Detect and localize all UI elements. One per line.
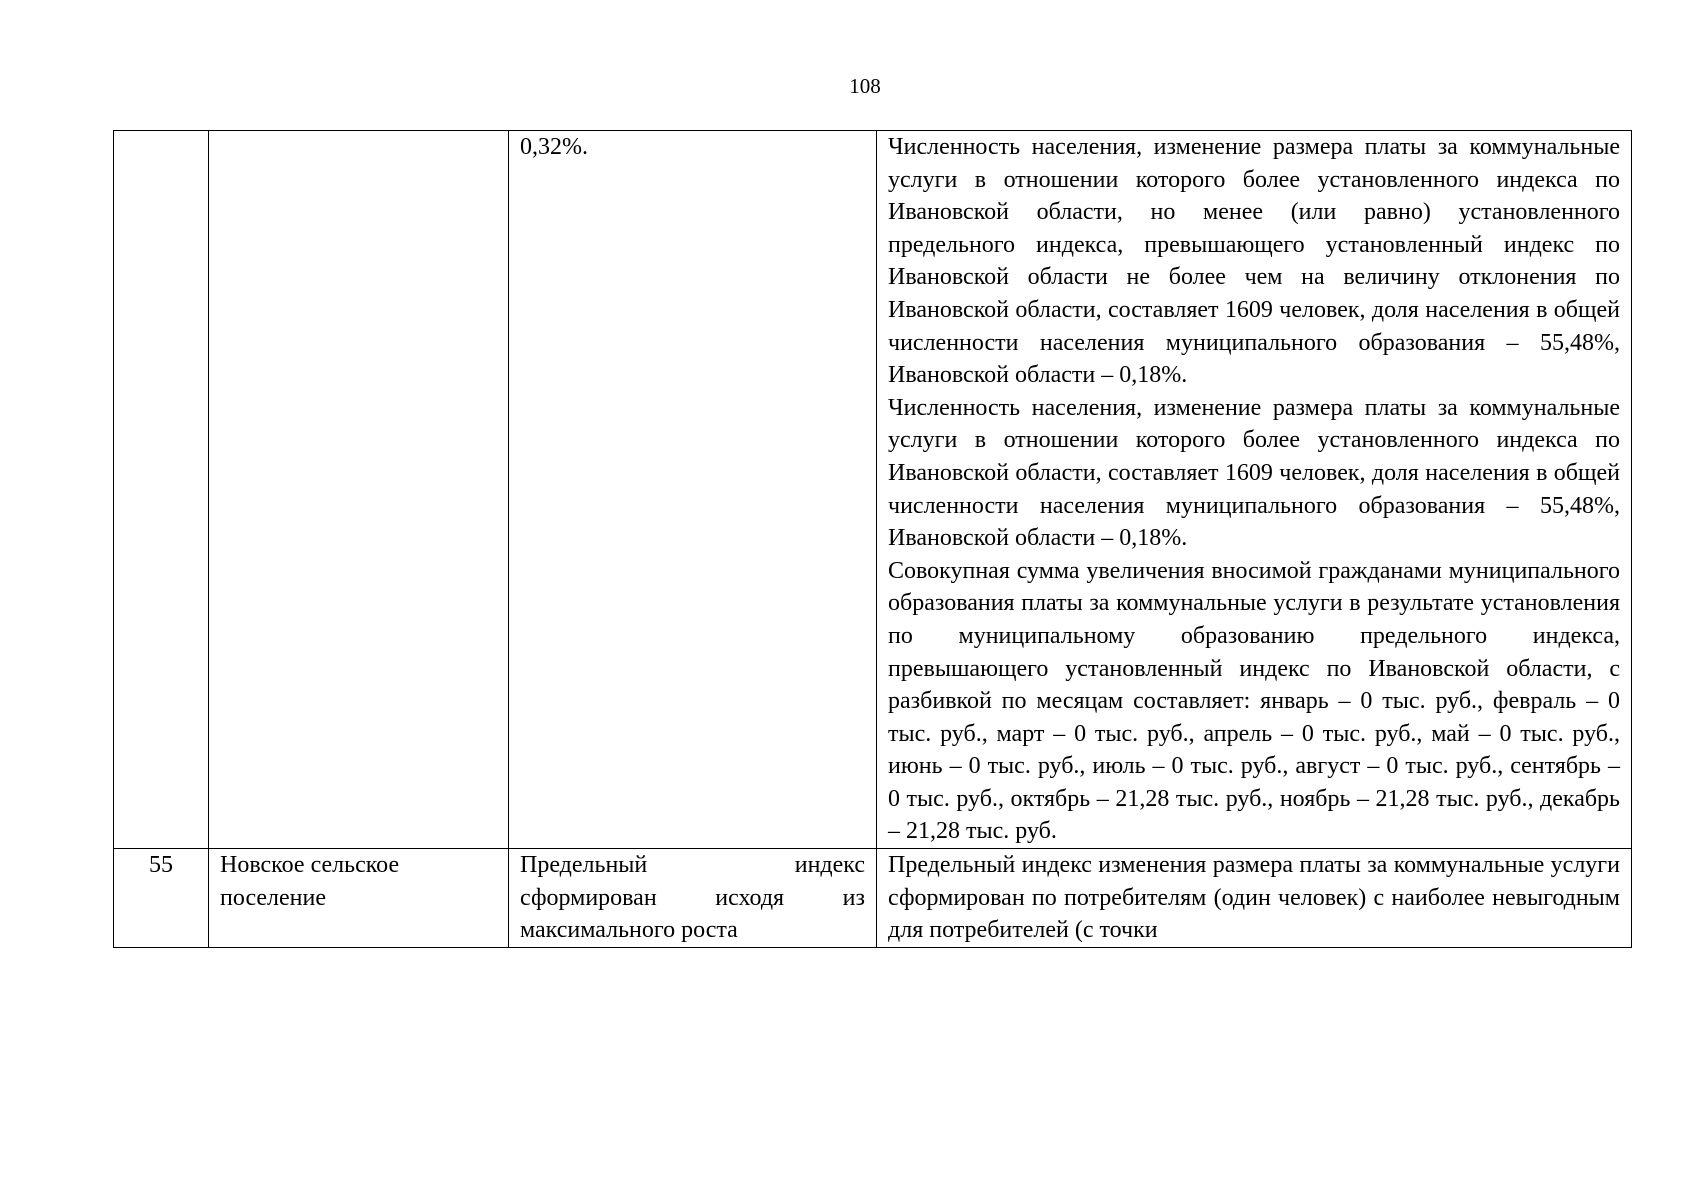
index-basis-text: Предельный индекс сформирован исходя из максимального роста [520, 852, 865, 944]
justification-text: Предельный индекс изменения размера платы за коммунальные услуги сформирован по потребителям (один человек) с наиболее невыгодным для потребителей (с точки [888, 852, 1620, 944]
table-row [114, 849, 1632, 948]
row-number-cell: 55 [114, 849, 209, 948]
page-number: 108 [849, 74, 881, 98]
settlement-name-cell: Новское сельское поселение [209, 849, 509, 948]
justification-cell [877, 131, 1632, 849]
index-basis-cell: 0,32%. [509, 131, 877, 849]
payment-increase-paragraph: Совокупная сумма увеличения вносимой гражданами муниципального образования платы за коммунальные услуги в результате установления по муниципальному образованию предельного индекса, превышающего установленный индекс по Ивановской области, с разбивкой по месяцам составляет: январь – 0 тыс. руб., февраль – 0 тыс. руб., март – 0 тыс. руб., апрель – 0 тыс. руб., май – 0 тыс. руб., июнь – 0 тыс. руб., июль – 0 тыс. руб., август – 0 тыс. руб., сентябрь – 0 тыс. руб., октябрь – 21,28 тыс. руб., ноябрь – 21,28 тыс. руб., декабрь – 21,28 тыс. руб. [888, 557, 1620, 845]
index-basis-cell [509, 849, 877, 948]
index-table [113, 130, 1632, 948]
table-row [114, 131, 1632, 849]
population-paragraph: Численность населения, изменение размера платы за коммунальные услуги в отношении которого более установленного индекса по Ивановской области, составляет 1609 человек, доля населения в общей численности населения муниципального образования – 55,48%, Ивановской области – 0,18%. [888, 394, 1620, 552]
settlement-name-cell [209, 131, 509, 849]
row-number-cell [114, 131, 209, 849]
justification-cell [877, 849, 1632, 948]
population-paragraph: Численность населения, изменение размера платы за коммунальные услуги в отношении которого более установленного индекса по Ивановской области, но менее (или равно) установленного предельного индекса, превышающего установленный индекс по Ивановской области не более чем на величину отклонения по Ивановской области, составляет 1609 человек, доля населения в общей численности населения муниципального образования – 55,48%, Ивановской области – 0,18%. [888, 134, 1620, 389]
